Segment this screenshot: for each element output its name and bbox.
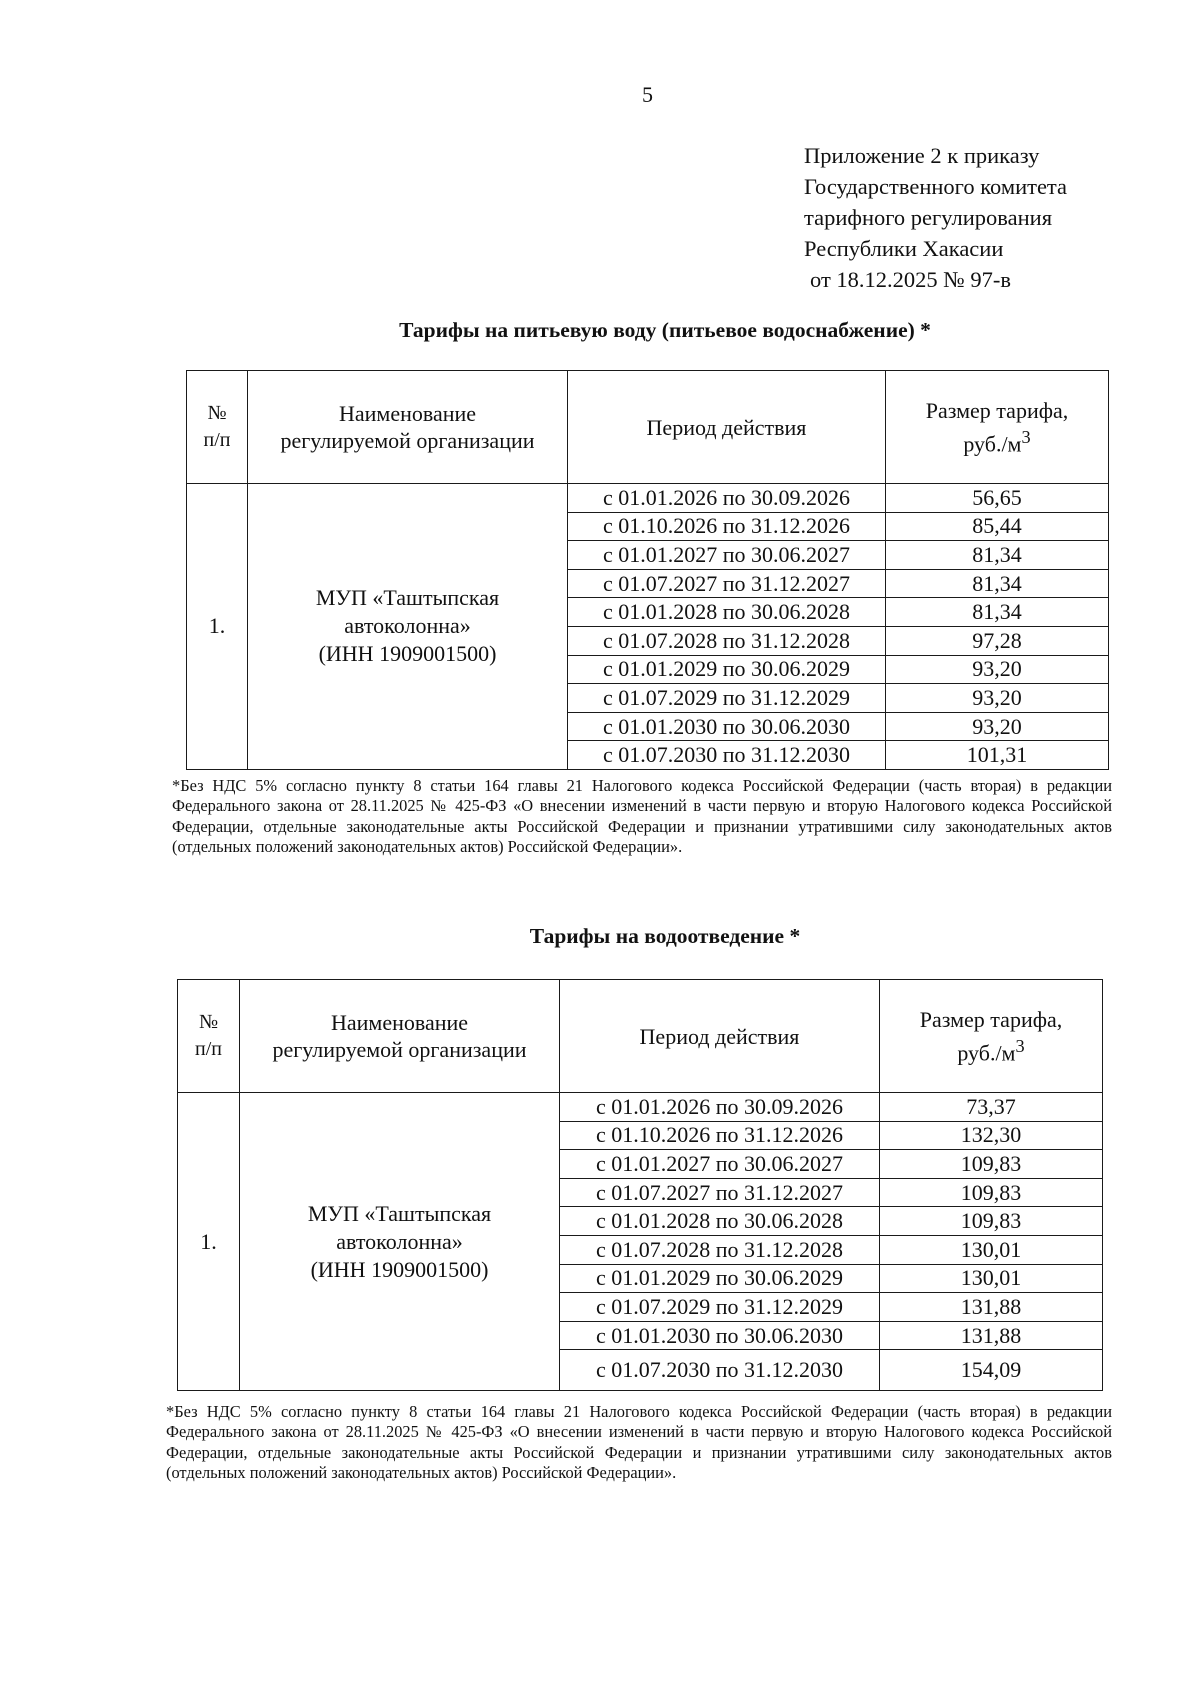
rate-cell: 81,34 bbox=[886, 569, 1109, 598]
period-cell: с 01.07.2028 по 31.12.2028 bbox=[560, 1235, 880, 1264]
period-cell: с 01.07.2027 по 31.12.2027 bbox=[568, 569, 886, 598]
rate-cell: 130,01 bbox=[880, 1264, 1103, 1293]
rate-cell: 132,30 bbox=[880, 1121, 1103, 1150]
footnote-wastewater: *Без НДС 5% согласно пункту 8 статьи 164 главы 21 Налогового кодекса Российской Федерации (часть вторая) в редакции Федерального закона от 28.11.2025 № 425-ФЗ «О внесении изменений в части первую и вторую Налогового кодекса Российской Федерации, отдельные законодательные акты Российской Федерации и признании утратившими силу законодательных актов (отдельных положений законодательных актов) Российской Федерации». bbox=[166, 1402, 1112, 1482]
appendix-line: от 18.12.2025 № 97-в bbox=[810, 267, 1011, 292]
period-cell: с 01.01.2029 по 30.06.2029 bbox=[568, 655, 886, 684]
period-cell: с 01.07.2030 по 31.12.2030 bbox=[568, 741, 886, 770]
appendix-line: Государственного комитета bbox=[804, 174, 1068, 199]
rate-cell: 56,65 bbox=[886, 484, 1109, 513]
header-organization: Наименование регулируемой организации bbox=[248, 371, 568, 484]
rate-cell: 154,09 bbox=[880, 1350, 1103, 1391]
appendix-line: тарифного регулирования bbox=[804, 205, 1053, 230]
rate-cell: 131,88 bbox=[880, 1321, 1103, 1350]
rate-cell: 93,20 bbox=[886, 712, 1109, 741]
rate-cell: 130,01 bbox=[880, 1235, 1103, 1264]
period-cell: с 01.01.2026 по 30.09.2026 bbox=[560, 1093, 880, 1122]
rate-cell: 109,83 bbox=[880, 1150, 1103, 1179]
appendix-line: Республики Хакасии bbox=[804, 236, 1004, 261]
rate-cell: 101,31 bbox=[886, 741, 1109, 770]
header-period: Период действия bbox=[560, 980, 880, 1093]
period-cell: с 01.10.2026 по 31.12.2026 bbox=[560, 1121, 880, 1150]
period-cell: с 01.07.2027 по 31.12.2027 bbox=[560, 1178, 880, 1207]
table-header-row bbox=[187, 371, 1109, 484]
header-period: Период действия bbox=[568, 371, 886, 484]
appendix-line: Приложение 2 к приказу bbox=[804, 143, 1040, 168]
footnote-water: *Без НДС 5% согласно пункту 8 статьи 164 главы 21 Налогового кодекса Российской Федерации (часть вторая) в редакции Федерального закона от 28.11.2025 № 425-ФЗ «О внесении изменений в части первую и вторую Налогового кодекса Российской Федерации, отдельные законодательные акты Российской Федерации и признании утратившими силу законодательных актов (отдельных положений законодательных актов) Российской Федерации». bbox=[172, 776, 1112, 856]
section-title-water: Тарифы на питьевую воду (питьевое водоснабжение) * bbox=[399, 318, 931, 342]
period-cell: с 01.01.2027 по 30.06.2027 bbox=[560, 1150, 880, 1179]
rate-cell: 81,34 bbox=[886, 598, 1109, 627]
rate-cell: 97,28 bbox=[886, 626, 1109, 655]
period-cell: с 01.01.2028 по 30.06.2028 bbox=[568, 598, 886, 627]
section-title-wastewater: Тарифы на водоотведение * bbox=[529, 924, 801, 948]
period-cell: с 01.01.2028 по 30.06.2028 bbox=[560, 1207, 880, 1236]
rate-cell: 85,44 bbox=[886, 512, 1109, 541]
period-cell: с 01.01.2030 по 30.06.2030 bbox=[560, 1321, 880, 1350]
organization-name: МУП «Таштыпская автоколонна» (ИНН 1909001500) bbox=[248, 484, 568, 770]
rate-cell: 131,88 bbox=[880, 1293, 1103, 1322]
period-cell: с 01.07.2028 по 31.12.2028 bbox=[568, 626, 886, 655]
table-header-row bbox=[178, 980, 1103, 1093]
table-row bbox=[187, 484, 1109, 513]
rate-cell: 109,83 bbox=[880, 1178, 1103, 1207]
rate-cell: 81,34 bbox=[886, 541, 1109, 570]
rate-cell: 93,20 bbox=[886, 655, 1109, 684]
header-rate: Размер тарифа, $руб./м^3$ bbox=[880, 980, 1103, 1093]
header-number: № п/п bbox=[187, 371, 248, 484]
rate-cell: 73,37 bbox=[880, 1093, 1103, 1122]
rate-cell: 93,20 bbox=[886, 684, 1109, 713]
table-row bbox=[178, 1093, 1103, 1122]
row-number: 1. bbox=[187, 484, 248, 770]
page-number: 5 bbox=[642, 82, 653, 107]
period-cell: с 01.01.2030 по 30.06.2030 bbox=[568, 712, 886, 741]
period-cell: с 01.01.2026 по 30.09.2026 bbox=[568, 484, 886, 513]
header-organization: Наименование регулируемой организации bbox=[240, 980, 560, 1093]
appendix-block bbox=[804, 140, 1067, 295]
period-cell: с 01.01.2027 по 30.06.2027 bbox=[568, 541, 886, 570]
header-rate: Размер тарифа, $руб./м^3$ bbox=[886, 371, 1109, 484]
period-cell: с 01.10.2026 по 31.12.2026 bbox=[568, 512, 886, 541]
period-cell: с 01.07.2029 по 31.12.2029 bbox=[568, 684, 886, 713]
wastewater-tariff-table bbox=[177, 979, 1103, 1391]
header-number: № п/п bbox=[178, 980, 240, 1093]
period-cell: с 01.01.2029 по 30.06.2029 bbox=[560, 1264, 880, 1293]
organization-name: МУП «Таштыпская автоколонна» (ИНН 1909001500) bbox=[240, 1093, 560, 1391]
water-tariff-table bbox=[186, 370, 1109, 770]
row-number: 1. bbox=[178, 1093, 240, 1391]
rate-cell: 109,83 bbox=[880, 1207, 1103, 1236]
period-cell: с 01.07.2030 по 31.12.2030 bbox=[560, 1350, 880, 1391]
period-cell: с 01.07.2029 по 31.12.2029 bbox=[560, 1293, 880, 1322]
